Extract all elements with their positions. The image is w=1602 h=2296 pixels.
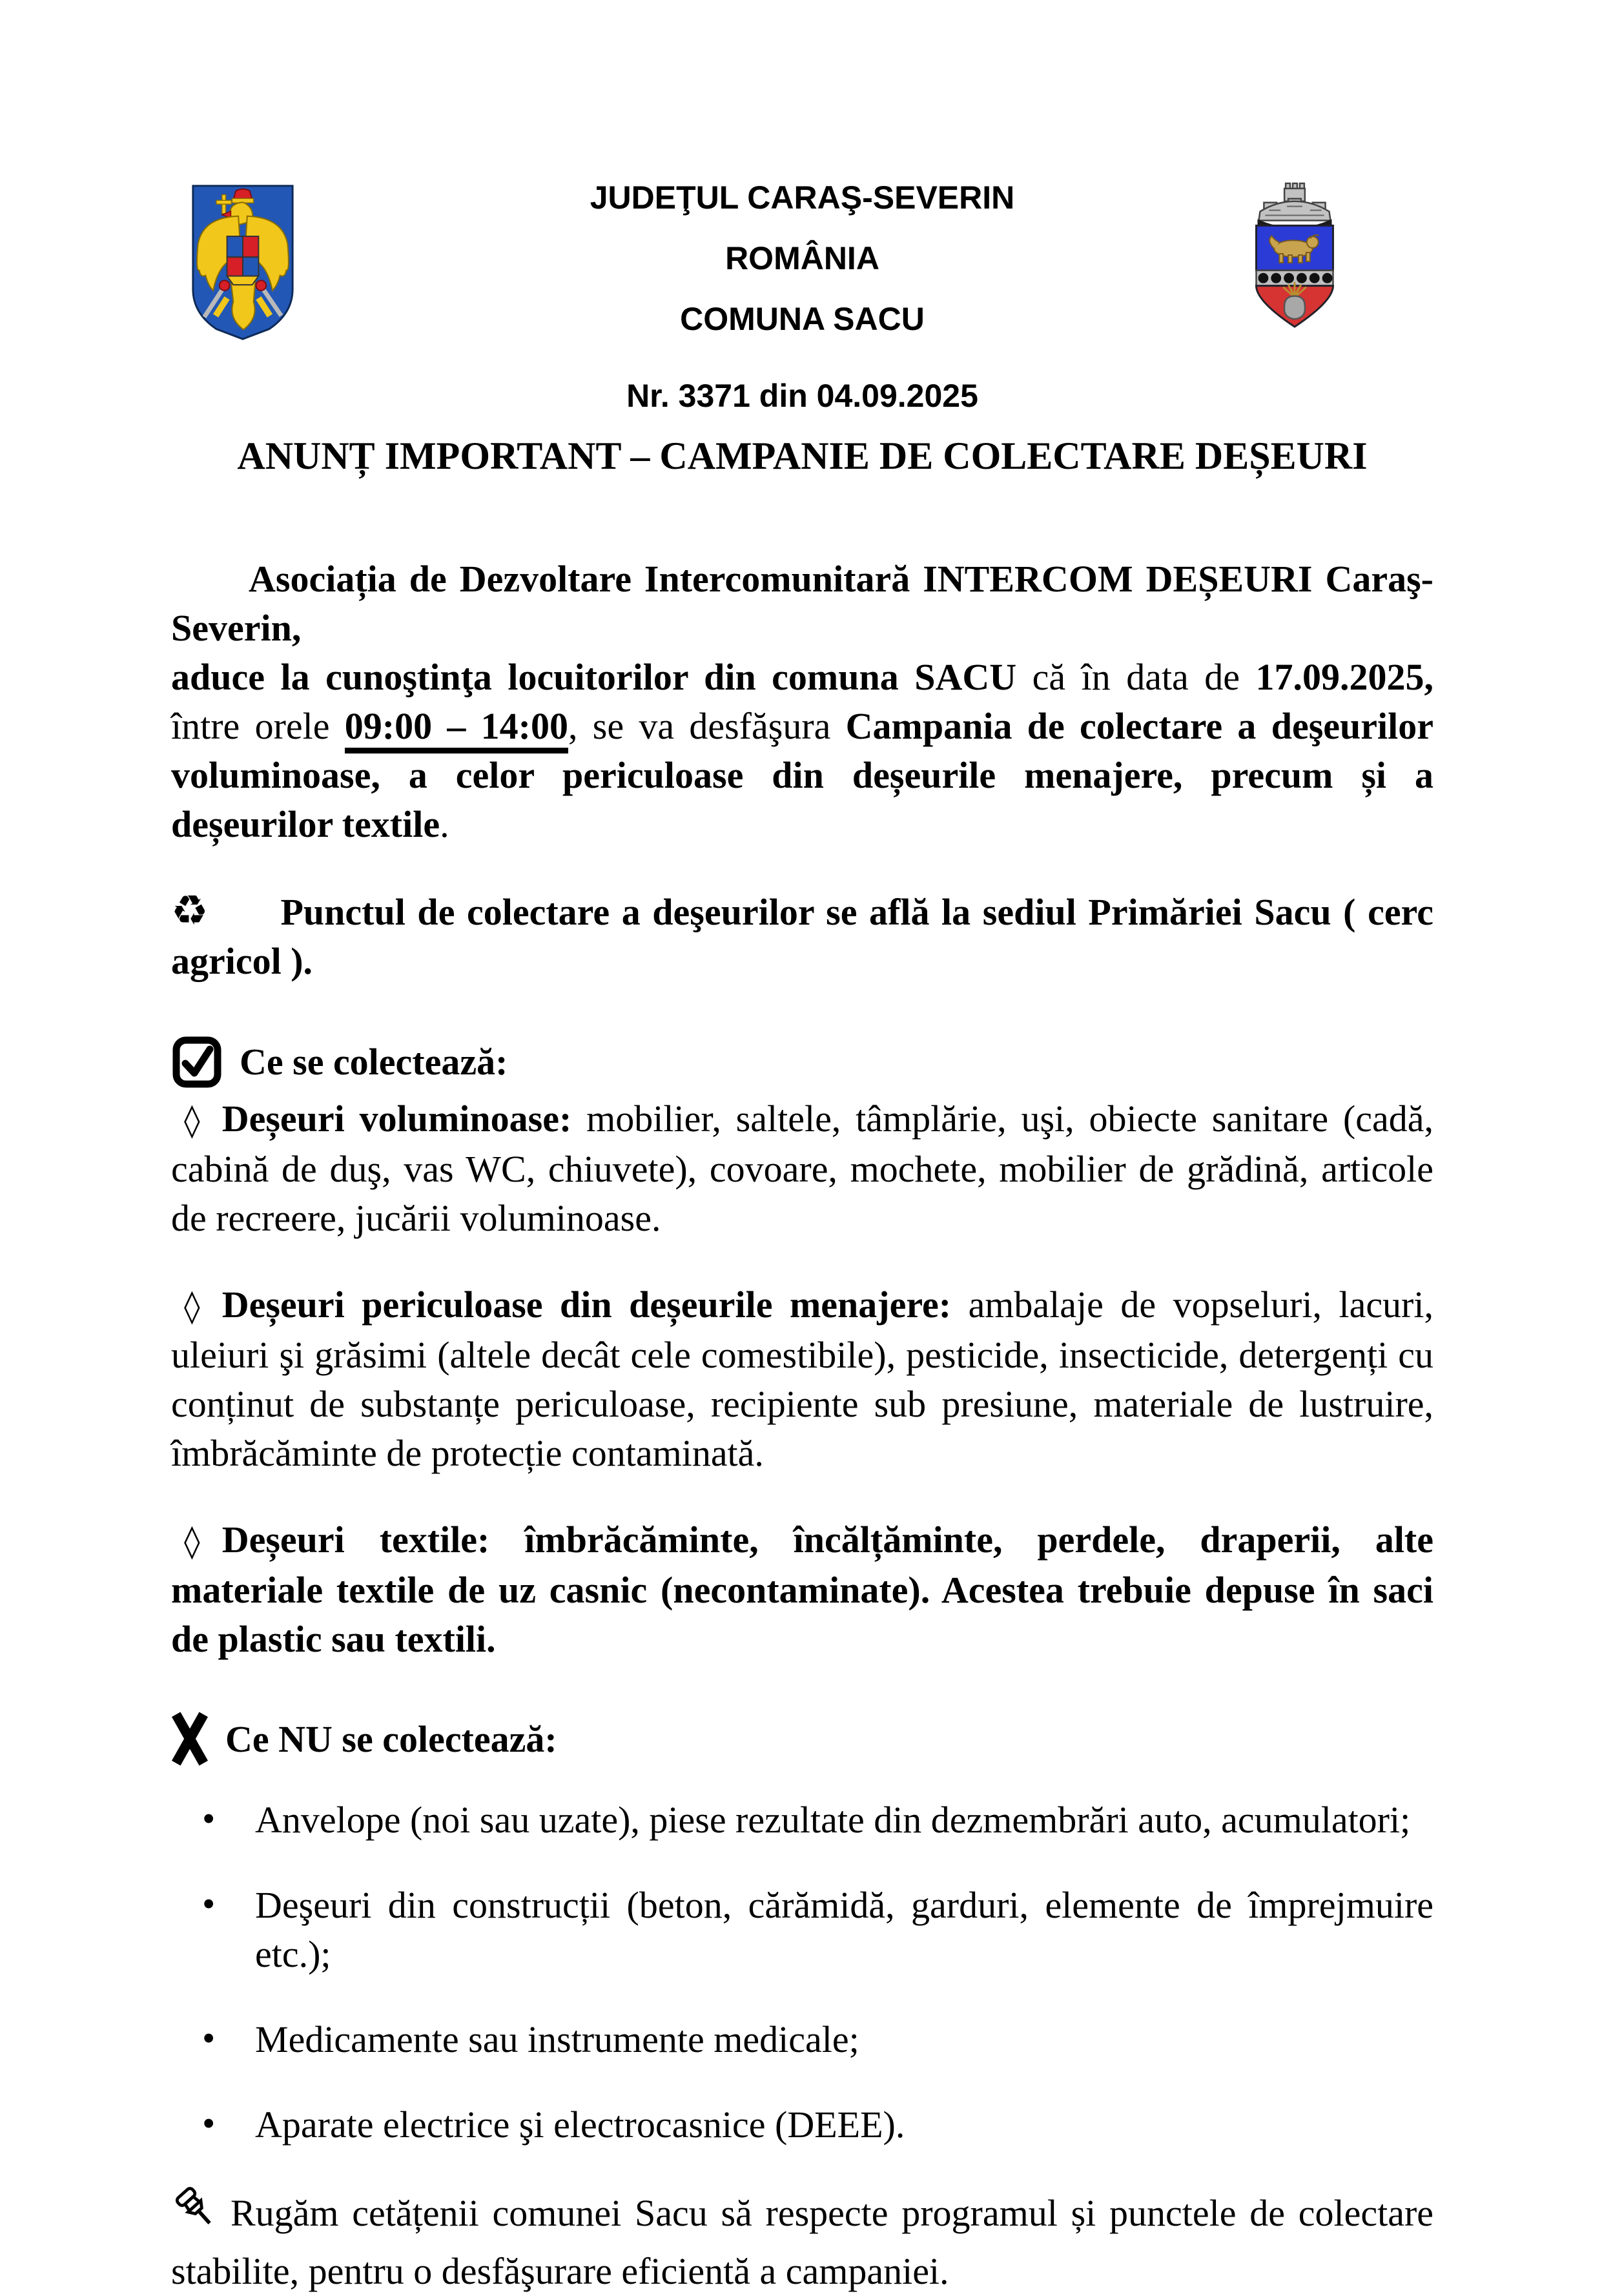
document-header <box>171 181 1433 336</box>
recycle-icon: ♻ <box>171 887 211 935</box>
page-title: ANUNȚ IMPORTANT – CAMPANIE DE COLECTARE DEȘEURI <box>237 435 1368 477</box>
checkbox-checked-icon <box>171 1032 223 1091</box>
lozenge-bullet-icon: ◊ <box>184 1522 200 1560</box>
collected-section-heading <box>171 1032 1433 1091</box>
sacu-commune-coat-of-arms-icon <box>1243 181 1346 331</box>
not-collected-section-heading <box>171 1710 1433 1767</box>
x-mark-icon <box>171 1710 209 1767</box>
sacu-commune-coat-of-arms <box>1243 181 1346 334</box>
collected-item-text: Deșeuri textile: îmbrăcăminte, încălțăminte, perdele, draperii, alte materiale textile de uz casnic (necontaminate). Acestea trebuie depuse în saci de plastic sau textili. <box>171 1519 1433 1660</box>
collected-item-text: Deșeuri periculoase din deșeurile menajere: ambalaje de vopseluri, lacuri, uleiuri şi grăsimi (altele decât cele comestibile), pesticide, insecticide, detergenți cu conținut de substanțe periculoase, recipiente sub presiune, materiale de lustruire, îmbrăcăminte de protecție contaminată. <box>171 1284 1433 1474</box>
lozenge-bullet-icon: ◊ <box>184 1287 200 1325</box>
footer-note-paragraph <box>171 2186 1433 2296</box>
not-collected-list <box>171 1796 1433 2149</box>
romania-coat-of-arms-icon <box>189 182 296 342</box>
collected-heading-label: Ce se colectează: <box>240 1040 508 1083</box>
footer-note-text: Rugăm cetățenii comunei Sacu să respecte programul și punctele de colectare stabilite, pentru o desfăşurare eficientă a campaniei. <box>171 2192 1433 2292</box>
intro-paragraph: Asociația de Dezvoltare Intercomunitară INTERCOM DEȘEURI Caraş-Severin, aduce la cunoştinţa locuitorilor din comuna SACU că în data de 17.09.2025, între orele 09:00 – 14:00, se va desfăşura Campania de colectare a deşeurilor voluminoase, a celor periculoase din deșeurile menajere, precum și a deșeurilor textile. <box>171 558 1434 845</box>
romania-coat-of-arms <box>189 182 296 345</box>
collection-point-paragraph <box>171 887 1433 986</box>
list-item: • Deşeuri din construcții (beton, cărămidă, garduri, elemente de împrejmuire etc.); <box>171 1881 1433 1979</box>
collection-point-text: Punctul de colectare a deşeurilor se află la sediul Primăriei Sacu ( cerc agricol ). <box>171 891 1433 982</box>
document-number: Nr. 3371 din 04.09.2025 <box>626 378 978 414</box>
collected-item-textile <box>171 1515 1433 1664</box>
header-commune: COMUNA SACU <box>680 301 925 337</box>
pushpin-icon <box>171 2201 220 2243</box>
list-item: • Aparate electrice şi electrocasnice (DEEE). <box>171 2100 1433 2149</box>
collected-item-text: Deșeuri voluminoase: mobilier, saltele, tâmplărie, uşi, obiecte sanitare (cadă, cabină de duş, vas WC, chiuvete), covoare, mochete, mobilier de grădină, articole de recreere, jucării voluminoase. <box>171 1098 1434 1239</box>
not-collected-heading-label: Ce NU se colectează: <box>225 1717 557 1760</box>
list-item: • Medicamente sau instrumente medicale; <box>171 2015 1433 2064</box>
collected-item-voluminoase <box>171 1094 1433 1243</box>
header-county: JUDEŢUL CARAŞ-SEVERIN <box>590 179 1015 216</box>
lozenge-bullet-icon: ◊ <box>184 1102 200 1139</box>
collected-item-periculoase <box>171 1280 1433 1478</box>
header-country: ROMÂNIA <box>725 240 879 276</box>
list-item: • Anvelope (noi sau uzate), piese rezultate din dezmembrări auto, acumulatori; <box>171 1796 1433 1845</box>
